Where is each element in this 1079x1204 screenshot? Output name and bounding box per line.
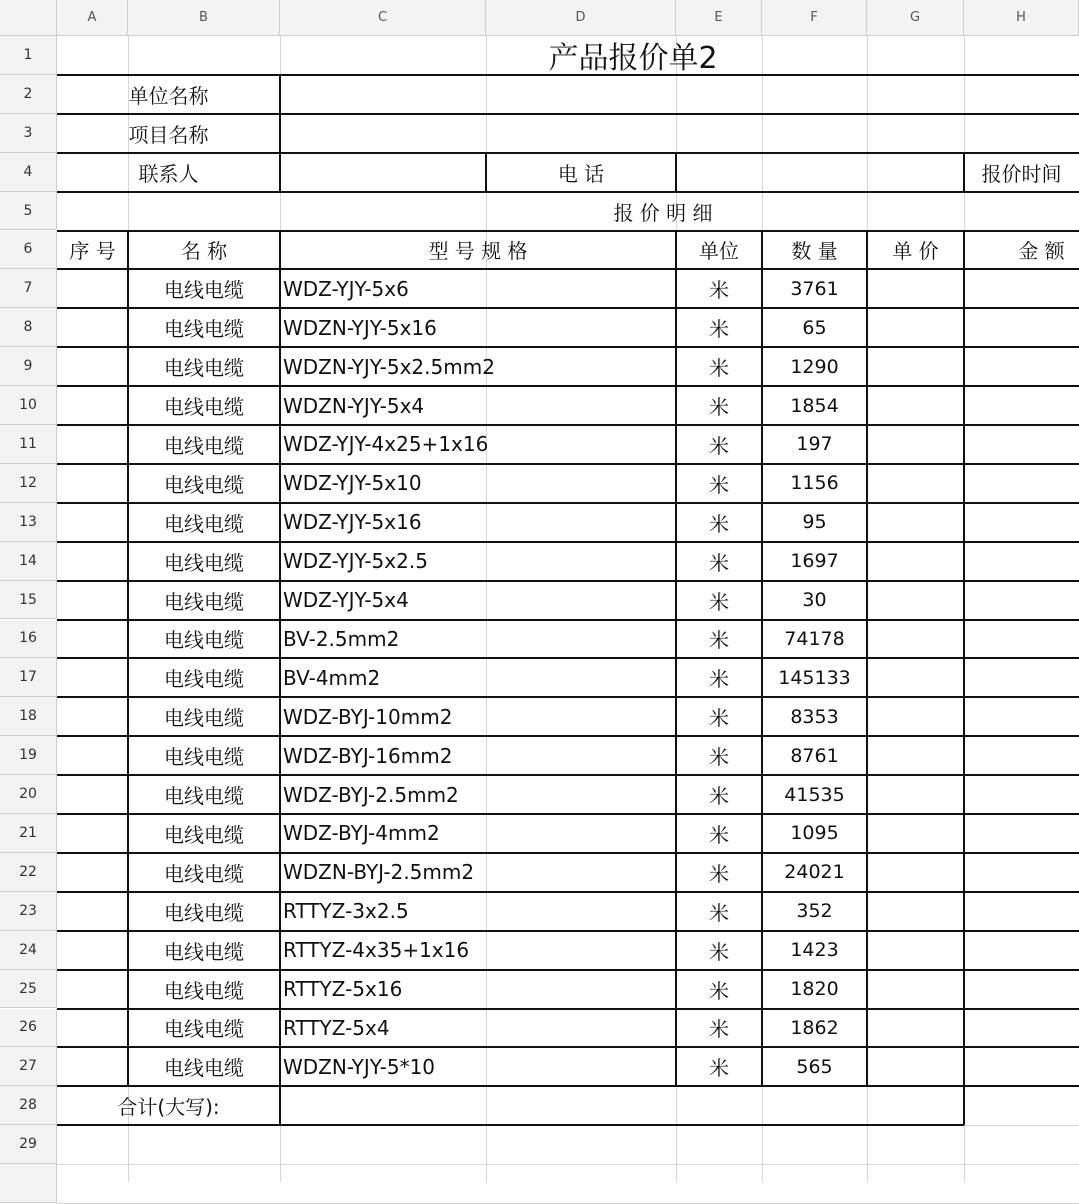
item-model[interactable]: RTTYZ-5x16 — [283, 977, 403, 1002]
row-header[interactable]: 12 — [0, 464, 57, 503]
unit-name-label[interactable]: 单位名称 — [128, 83, 209, 108]
item-name[interactable]: 电线电缆 — [164, 550, 244, 575]
row-header[interactable]: 11 — [0, 425, 57, 464]
contact-label[interactable]: 联系人 — [138, 161, 199, 186]
item-model[interactable]: WDZ-YJY-5x16 — [283, 510, 422, 535]
item-qty[interactable]: 1156 — [790, 472, 839, 495]
column-header[interactable]: E — [676, 0, 762, 36]
item-model[interactable]: WDZ-YJY-4x25+1x16 — [283, 432, 489, 457]
row-header[interactable]: 24 — [0, 931, 57, 970]
item-qty[interactable]: 1820 — [790, 978, 839, 1001]
item-unit[interactable]: 米 — [709, 550, 729, 575]
item-model[interactable]: RTTYZ-5x4 — [283, 1015, 390, 1040]
item-model[interactable]: WDZ-YJY-5x10 — [283, 471, 422, 496]
section-title[interactable]: 报 价 明 细 — [613, 200, 713, 225]
item-qty[interactable]: 3761 — [790, 277, 839, 300]
item-name[interactable]: 电线电缆 — [164, 667, 244, 692]
item-name[interactable]: 电线电缆 — [164, 1017, 244, 1042]
item-name[interactable]: 电线电缆 — [164, 511, 244, 536]
item-unit[interactable]: 米 — [709, 667, 729, 692]
row-header[interactable]: 20 — [0, 775, 57, 814]
row-header[interactable]: 25 — [0, 970, 57, 1009]
item-name[interactable]: 电线电缆 — [164, 589, 244, 614]
item-unit[interactable]: 米 — [709, 745, 729, 770]
item-unit[interactable]: 米 — [709, 706, 729, 731]
item-name[interactable]: 电线电缆 — [164, 900, 244, 925]
column-header[interactable]: H — [964, 0, 1079, 36]
item-qty[interactable]: 1697 — [790, 550, 839, 573]
row-header[interactable]: 10 — [0, 386, 57, 425]
item-qty[interactable]: 74178 — [784, 627, 845, 650]
item-unit[interactable]: 米 — [709, 511, 729, 536]
item-unit[interactable]: 米 — [709, 978, 729, 1003]
row-header[interactable]: 2 — [0, 75, 57, 114]
item-name[interactable]: 电线电缆 — [164, 395, 244, 420]
column-header[interactable]: C — [280, 0, 486, 36]
item-unit[interactable]: 米 — [709, 433, 729, 458]
item-qty[interactable]: 30 — [802, 589, 827, 612]
item-name[interactable]: 电线电缆 — [164, 472, 244, 497]
gridline — [57, 1164, 1079, 1165]
select-all-corner[interactable] — [0, 0, 57, 36]
total-label[interactable]: 合计(大写): — [117, 1095, 220, 1120]
item-name[interactable]: 电线电缆 — [164, 822, 244, 847]
item-qty[interactable]: 24021 — [784, 861, 845, 884]
item-name[interactable]: 电线电缆 — [164, 939, 244, 964]
row-header[interactable]: 21 — [0, 814, 57, 853]
item-unit[interactable]: 米 — [709, 356, 729, 381]
header-unit[interactable]: 单位 — [699, 239, 739, 264]
item-qty[interactable]: 565 — [796, 1055, 833, 1078]
column-header[interactable]: A — [57, 0, 128, 36]
item-unit[interactable]: 米 — [709, 472, 729, 497]
item-model[interactable]: WDZ-BYJ-4mm2 — [283, 821, 440, 846]
item-unit[interactable]: 米 — [709, 822, 729, 847]
item-name[interactable]: 电线电缆 — [164, 317, 244, 342]
item-unit[interactable]: 米 — [709, 278, 729, 303]
item-name[interactable]: 电线电缆 — [164, 433, 244, 458]
item-name[interactable]: 电线电缆 — [164, 628, 244, 653]
item-model[interactable]: WDZ-BYJ-10mm2 — [283, 704, 453, 729]
item-unit[interactable]: 米 — [709, 1056, 729, 1081]
item-qty[interactable]: 1862 — [790, 1016, 839, 1039]
row-header[interactable]: 16 — [0, 620, 57, 659]
row-header-partial[interactable] — [0, 1164, 57, 1203]
item-unit[interactable]: 米 — [709, 1017, 729, 1042]
item-unit[interactable]: 米 — [709, 784, 729, 809]
row-header[interactable]: 13 — [0, 503, 57, 542]
row-header[interactable]: 15 — [0, 581, 57, 620]
item-model[interactable]: WDZ-YJY-5x2.5 — [283, 549, 428, 574]
border-line — [963, 1086, 965, 1125]
item-model[interactable]: RTTYZ-4x35+1x16 — [283, 938, 470, 963]
row-header[interactable]: 22 — [0, 853, 57, 892]
item-unit[interactable]: 米 — [709, 589, 729, 614]
border-line — [963, 231, 965, 1087]
header-model[interactable]: 型 号 规 格 — [428, 239, 528, 264]
item-qty[interactable]: 65 — [802, 316, 827, 339]
row-header[interactable]: 4 — [0, 153, 57, 192]
header-qty[interactable]: 数 量 — [791, 239, 838, 264]
item-qty[interactable]: 1290 — [790, 355, 839, 378]
item-unit[interactable]: 米 — [709, 395, 729, 420]
row-header[interactable]: 5 — [0, 192, 57, 231]
item-name[interactable]: 电线电缆 — [164, 706, 244, 731]
row-header[interactable]: 17 — [0, 658, 57, 697]
row-header[interactable]: 28 — [0, 1086, 57, 1125]
item-model[interactable]: WDZN-YJY-5x2.5mm2 — [283, 354, 495, 379]
phone-label[interactable]: 电 话 — [557, 161, 605, 186]
item-model[interactable]: RTTYZ-3x2.5 — [283, 899, 409, 924]
item-qty[interactable]: 197 — [796, 433, 833, 456]
item-qty[interactable]: 41535 — [784, 783, 845, 806]
item-qty[interactable]: 145133 — [778, 666, 851, 689]
item-qty[interactable]: 1854 — [790, 394, 839, 417]
item-model[interactable]: WDZ-YJY-5x4 — [283, 588, 409, 613]
item-unit[interactable]: 米 — [709, 861, 729, 886]
item-model[interactable]: WDZN-YJY-5x4 — [283, 393, 425, 418]
header-price[interactable]: 单 价 — [892, 239, 939, 264]
quote-time-label[interactable]: 报价时间 — [981, 161, 1062, 186]
item-unit[interactable]: 米 — [709, 317, 729, 342]
item-model[interactable]: BV-4mm2 — [283, 665, 381, 690]
item-model[interactable]: WDZ-BYJ-16mm2 — [283, 743, 453, 768]
row-header[interactable]: 29 — [0, 1125, 57, 1164]
row-header[interactable]: 8 — [0, 308, 57, 347]
item-qty[interactable]: 8353 — [790, 705, 839, 728]
project-name-label[interactable]: 项目名称 — [128, 122, 209, 147]
row-header[interactable]: 14 — [0, 542, 57, 581]
sheet-title[interactable]: 产品报价单2 — [548, 41, 718, 75]
item-name[interactable]: 电线电缆 — [164, 356, 244, 381]
header-seq[interactable]: 序 号 — [69, 239, 116, 264]
item-qty[interactable]: 8761 — [790, 744, 839, 767]
column-header[interactable]: G — [867, 0, 964, 36]
item-qty[interactable]: 95 — [802, 511, 827, 534]
item-name[interactable]: 电线电缆 — [164, 1056, 244, 1081]
item-name[interactable]: 电线电缆 — [164, 861, 244, 886]
column-header[interactable]: D — [486, 0, 676, 36]
item-model[interactable]: BV-2.5mm2 — [283, 626, 400, 651]
item-qty[interactable]: 1095 — [790, 822, 839, 845]
row-header[interactable]: 1 — [0, 36, 57, 75]
item-qty[interactable]: 352 — [796, 900, 833, 923]
item-model[interactable]: WDZN-YJY-5x16 — [283, 315, 437, 340]
item-qty[interactable]: 1423 — [790, 939, 839, 962]
item-name[interactable]: 电线电缆 — [164, 745, 244, 770]
item-name[interactable]: 电线电缆 — [164, 784, 244, 809]
row-header[interactable]: 23 — [0, 892, 57, 931]
item-model[interactable]: WDZ-YJY-5x6 — [283, 276, 409, 301]
column-header[interactable]: B — [128, 0, 280, 36]
column-header[interactable]: F — [762, 0, 867, 36]
row-header[interactable]: 7 — [0, 269, 57, 308]
row-header[interactable]: 3 — [0, 114, 57, 153]
item-name[interactable]: 电线电缆 — [164, 278, 244, 303]
row-header[interactable]: 6 — [0, 231, 57, 270]
header-amount[interactable]: 金 额 — [1018, 239, 1065, 264]
row-header[interactable]: 19 — [0, 736, 57, 775]
item-unit[interactable]: 米 — [709, 628, 729, 653]
row-header[interactable]: 26 — [0, 1009, 57, 1048]
item-model[interactable]: WDZN-BYJ-2.5mm2 — [283, 860, 475, 885]
item-model[interactable]: WDZN-YJY-5*10 — [283, 1054, 436, 1079]
item-model[interactable]: WDZ-BYJ-2.5mm2 — [283, 782, 459, 807]
header-name[interactable]: 名 称 — [180, 239, 228, 264]
item-name[interactable]: 电线电缆 — [164, 978, 244, 1003]
row-header[interactable]: 9 — [0, 347, 57, 386]
row-header[interactable]: 27 — [0, 1047, 57, 1086]
item-unit[interactable]: 米 — [709, 900, 729, 925]
row-header[interactable]: 18 — [0, 697, 57, 736]
item-unit[interactable]: 米 — [709, 939, 729, 964]
